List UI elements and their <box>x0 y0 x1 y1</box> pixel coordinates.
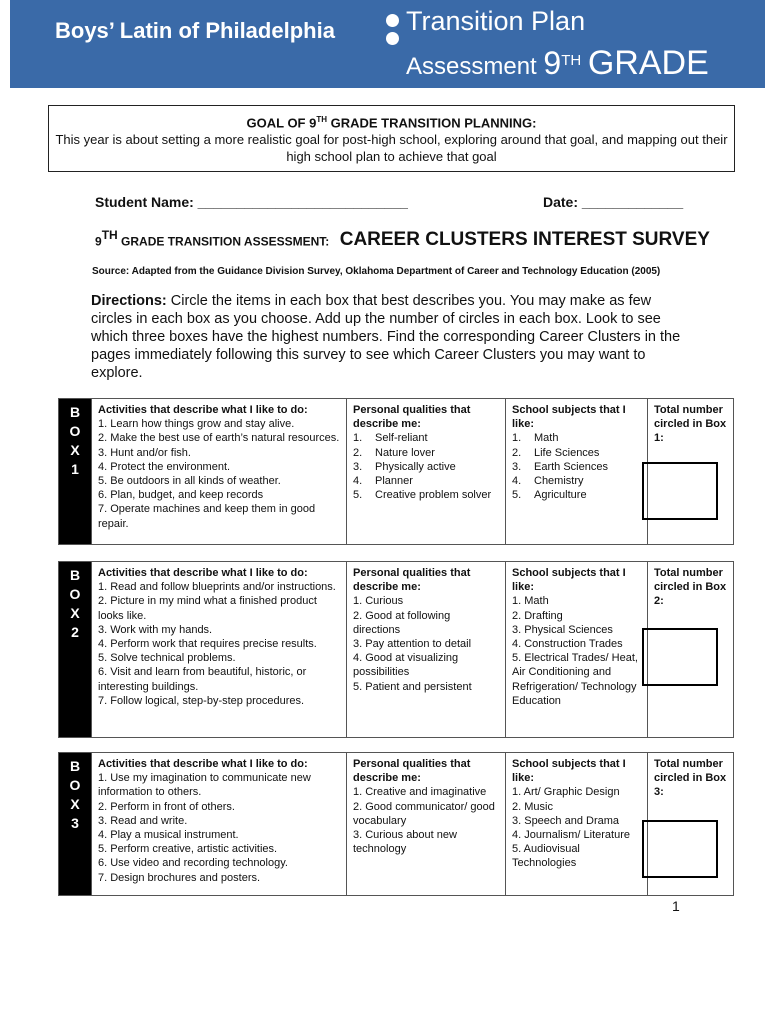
source-note: Source: Adapted from the Guidance Division Survey, Oklahoma Department of Career and Technology Education (2005) <box>92 266 661 277</box>
activities-header: Activities that describe what I like to do: <box>98 758 308 770</box>
item-text: Agriculture <box>534 489 587 502</box>
total-label: Total number circled in Box 2: <box>654 567 727 608</box>
item-number: 2. <box>512 446 522 459</box>
grade-number: 9 <box>543 45 562 81</box>
activities-column <box>91 562 346 737</box>
subjects-header: School subjects that I like: <box>512 404 626 431</box>
list-item[interactable] <box>512 431 641 445</box>
side-letter: O <box>69 586 81 602</box>
item-text: Physically active <box>375 460 456 473</box>
qualities-column <box>346 562 505 737</box>
grade-suffix: TH <box>561 52 582 69</box>
total-label: Total number circled in Box 1: <box>654 404 727 445</box>
box-1-total-input[interactable] <box>642 462 718 520</box>
item-number: 5. <box>353 489 363 502</box>
item-text: Self-reliant <box>375 432 428 445</box>
side-letter: B <box>69 404 81 420</box>
item-text: Chemistry <box>534 475 584 488</box>
survey-prefix-num: 9 <box>95 234 102 249</box>
date-field[interactable]: Date: _____________ <box>543 194 684 210</box>
subjects-header: School subjects that I like: <box>512 758 626 785</box>
item-text: Life Sciences <box>534 446 600 459</box>
item-number: 2. <box>353 446 363 459</box>
survey-heading: CAREER CLUSTERS INTEREST SURVEY <box>339 229 710 251</box>
list-item[interactable] <box>353 474 499 488</box>
activities-list[interactable]: 1. Learn how things grow and stay alive. 2. Make the best use of earth’s natural resources. 3. Hunt and/or fish. 4. Protect the environment. 5. Be outdoors in all kinds of weather. 6. Plan, budget, and keep records 7. Operate machines and keep them in good repair. <box>98 418 340 530</box>
box-2-total-input[interactable] <box>642 628 718 686</box>
qualities-list[interactable]: 1. Curious 2. Good at following directions 3. Pay attention to detail 4. Good at visualizing possibilities 5. Patient and persistent <box>353 595 472 693</box>
directions-label: Directions: <box>91 293 167 309</box>
subjects-column <box>505 753 647 895</box>
goal-title-post: GRADE TRANSITION PLANNING: <box>327 115 537 131</box>
side-letter: X <box>70 605 80 621</box>
goal-title <box>49 111 734 131</box>
goal-title-sup: TH <box>316 115 328 124</box>
bullet-dot-icon <box>386 14 399 27</box>
box-side-label <box>59 753 91 895</box>
box-side-label <box>59 399 91 544</box>
box-side-label <box>59 562 91 737</box>
side-letter: O <box>69 777 81 793</box>
list-item[interactable] <box>512 460 641 474</box>
side-letter: B <box>69 758 81 774</box>
list-item[interactable] <box>512 488 641 502</box>
directions-text: Circle the items in each box that best describes you. You may make as few circles in each box as you choose. Add up the number of circles in each box. Look to see which three boxes have the highest numbers. Find the corresponding Career Clusters in the pages immediately following this survey to see which Career Clusters you may want to explore. <box>91 293 681 381</box>
page-number: 1 <box>672 898 680 914</box>
item-text: Earth Sciences <box>534 460 608 473</box>
activities-column <box>91 399 346 544</box>
activities-header: Activities that describe what I like to do: <box>98 404 308 416</box>
item-number: 4. <box>512 475 522 488</box>
plan-title: Transition Plan <box>406 6 586 36</box>
list-item[interactable] <box>353 460 499 474</box>
side-letter: 2 <box>71 624 79 640</box>
item-number: 1. <box>512 432 522 445</box>
goal-box <box>48 105 735 172</box>
subjects-column <box>505 562 647 737</box>
item-number: 5. <box>512 489 522 502</box>
survey-box-2 <box>58 561 734 738</box>
side-letter: O <box>69 423 81 439</box>
side-letter: B <box>69 567 81 583</box>
item-text: Math <box>534 432 559 445</box>
assessment-label: Assessment <box>406 53 537 80</box>
list-item[interactable] <box>353 431 499 445</box>
grade-word: GRADE <box>587 44 709 82</box>
goal-text: This year is about setting a more realistic goal for post-high school, exploring around that goal, and mapping out their high school plan to achieve that goal <box>55 132 728 165</box>
student-name-field[interactable]: Student Name: ___________________________ <box>95 194 408 210</box>
side-letter: 3 <box>71 815 79 831</box>
plan-subtitle <box>406 44 709 83</box>
activities-header: Activities that describe what I like to do: <box>98 567 308 579</box>
list-item[interactable] <box>353 488 499 502</box>
list-item[interactable] <box>353 446 499 460</box>
activities-column <box>91 753 346 895</box>
survey-prefix: GRADE TRANSITION ASSESSMENT: <box>117 234 330 249</box>
subjects-header: School subjects that I like: <box>512 567 626 594</box>
item-text: Nature lover <box>375 446 435 459</box>
survey-box-1 <box>58 398 734 545</box>
item-number: 1. <box>353 432 363 445</box>
box-3-total-input[interactable] <box>642 820 718 878</box>
item-number: 3. <box>512 460 522 473</box>
header-banner <box>10 0 765 88</box>
activities-list[interactable]: 1. Use my imagination to communicate new information to others. 2. Perform in front of others. 3. Read and write. 4. Play a musical instrument. 5. Perform creative, artistic activities. 6. Use video and recording technology. 7. Design brochures and posters. <box>98 772 311 884</box>
qualities-list[interactable]: 1. Creative and imaginative 2. Good communicator/ good vocabulary 3. Curious about new technology <box>353 786 495 856</box>
item-text: Creative problem solver <box>375 489 492 502</box>
subjects-list[interactable]: 1. Math 2. Drafting 3. Physical Sciences 4. Construction Trades 5. Electrical Trades/ Heat, Air Conditioning and Refrigeration/ Technology Education <box>512 595 638 707</box>
survey-title <box>95 228 710 251</box>
qualities-column <box>346 753 505 895</box>
qualities-column <box>346 399 505 544</box>
qualities-header: Personal qualities that describe me: <box>353 758 471 785</box>
directions <box>91 292 686 382</box>
list-item[interactable] <box>512 474 641 488</box>
list-item[interactable] <box>512 446 641 460</box>
bullet-dot-icon <box>386 32 399 45</box>
side-letter: 1 <box>71 461 79 477</box>
item-number: 3. <box>353 460 363 473</box>
survey-prefix-sup: TH <box>101 228 118 242</box>
qualities-header: Personal qualities that describe me: <box>353 567 471 594</box>
goal-title-pre: GOAL OF 9 <box>246 115 317 131</box>
qualities-header: Personal qualities that describe me: <box>353 404 471 431</box>
school-name: Boys’ Latin of Philadelphia <box>55 18 335 43</box>
side-letter: X <box>70 796 80 812</box>
side-letter: X <box>70 442 80 458</box>
survey-box-3 <box>58 752 734 896</box>
subjects-list[interactable]: 1. Art/ Graphic Design 2. Music 3. Speech and Drama 4. Journalism/ Literature 5. Audiovisual Technologies <box>512 786 630 870</box>
item-text: Planner <box>375 475 413 488</box>
subjects-column <box>505 399 647 544</box>
activities-list[interactable]: 1. Read and follow blueprints and/or instructions. 2. Picture in my mind what a finished product looks like. 3. Work with my hands. 4. Perform work that requires precise results. 5. Solve technical problems. 6. Visit and learn from beautiful, historic, or interesting buildings. 7. Follow logical, step-by-step procedures. <box>98 581 336 707</box>
total-label: Total number circled in Box 3: <box>654 758 727 799</box>
item-number: 4. <box>353 475 363 488</box>
